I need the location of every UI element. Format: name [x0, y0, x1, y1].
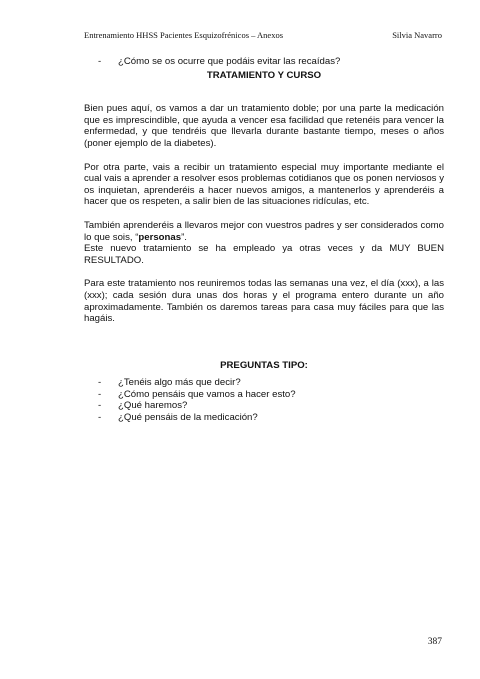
list-dash: -: [98, 388, 102, 400]
question-item: [84, 400, 444, 412]
paragraph-2: Por otra parte, vais a recibir un tratamiento especial muy importante mediante el cual vais a aprender a resolver esos problemas cotidianos que os ponen nerviosos y os inquietan, aprenderéis a hacer nuevos amigos, a mantenerlos y aprenderéis a hacer que os respeten, a salir bien de las situaciones ridículas, etc.: [84, 161, 444, 208]
questions-title: PREGUNTAS TIPO:: [220, 359, 308, 371]
list-item-text: ¿Cómo se os ocurre que podáis evitar las recaídas?: [118, 56, 341, 67]
page-number: 387: [427, 637, 442, 647]
list-dash: -: [98, 377, 102, 389]
list-dash: -: [98, 412, 102, 424]
header-right: Silvia Navarro: [392, 30, 442, 40]
list-dash: -: [98, 56, 102, 67]
paragraph-3-text: También aprenderéis a llevaros mejor con vuestros padres y ser considerados como lo que sois, “: [84, 219, 444, 243]
list-item: [84, 56, 444, 68]
paragraph-3-bold: personas: [138, 231, 182, 243]
paragraph-4: Este nuevo tratamiento se ha empleado ya otras veces y da MUY BUEN RESULTADO.: [84, 243, 444, 266]
section-title: TRATAMIENTO Y CURSO: [206, 69, 322, 81]
question-item: [84, 389, 444, 401]
question-item: [84, 377, 444, 389]
question-text: ¿Qué haremos?: [118, 400, 188, 412]
question-text: ¿Tenéis algo más que decir?: [118, 377, 241, 389]
paragraph-1: Bien pues aquí, os vamos a dar un tratamiento doble; por una parte la medicación que es imprescindible, que ayuda a vencer esa facilidad que retenéis para vencer la enfermedad, y que tendréis que llevarla durante bastante tiempo, meses o años (poner ejemplo de la diabetes).: [84, 103, 444, 149]
list-dash: -: [98, 400, 102, 412]
paragraph-5: Para este tratamiento nos reuniremos todas las semanas una vez, el día (xxx), a las (xxx); cada sesión dura unas dos horas y el programa entero durante un año aproximadamente. También os daremos tareas para casa muy fáciles para que las hagáis.: [84, 278, 444, 325]
page-header: [84, 30, 442, 40]
question-text: ¿Qué pensáis de la medicación?: [118, 412, 258, 424]
paragraph-3: [84, 220, 444, 243]
paragraph-3-end: ”.: [181, 231, 187, 243]
document-body: [84, 56, 444, 424]
header-left: Entrenamiento HHSS Pacientes Esquizofrénicos – Anexos: [84, 30, 284, 40]
questions-list: [84, 377, 444, 423]
question-item: [84, 412, 444, 424]
question-text: ¿Cómo pensáis que vamos a hacer esto?: [118, 388, 296, 400]
